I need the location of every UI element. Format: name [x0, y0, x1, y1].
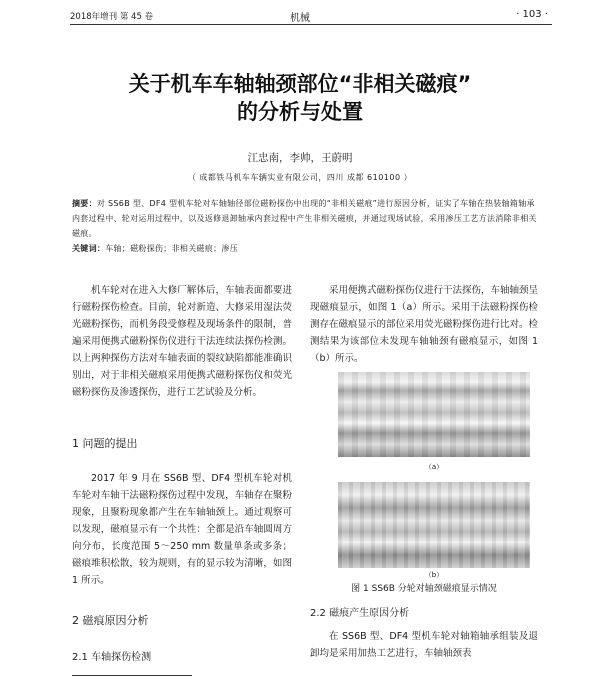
keywords-label: 关键词： — [72, 244, 106, 253]
affiliation: （ 成都铁马机车车辆实业有限公司，四川 成都 610100 ） — [187, 173, 413, 182]
section-2-1-heading: 2.1 车轴探伤检测 — [72, 652, 152, 663]
header-page-number: · 103 · — [516, 9, 548, 20]
abstract-label: 摘要： — [72, 199, 97, 208]
figure-1b-photo — [338, 482, 530, 568]
header-issue: 2018年增刊 第 45 卷 — [70, 12, 154, 22]
figure-1-caption: 图 1 SS6B 分轮对轴颈磁痕显示情况 — [351, 584, 497, 594]
figure-1a-label: （a） — [424, 463, 444, 471]
figure-1b-label: （b） — [424, 571, 444, 579]
title-line-1: 关于机车车轴轴颈部位“非相关磁痕” — [128, 72, 472, 96]
abstract — [72, 196, 542, 241]
right-paragraph-2: 在 SS6B 型、DF4 型机车轮对轴箱轴承组装及退卸均是采用加热工艺进行，车轴轴颈表 — [310, 631, 538, 659]
section-1-heading: 1 问题的提出 — [72, 437, 138, 450]
figure-1a-photo — [338, 372, 530, 457]
intro-paragraph: 机车轮对在进入大修厂解体后，车轴表面都要进行磁粉探伤检查。目前，轮对新造、大修采用湿法荧光磁粉探伤，而机务段受修程及现场条件的限制，普遍采用便携式磁粉探伤仪进行干法连续法探伤检测。以上两种探伤方法对车轴表面的裂纹缺陷都能准确识别出，对于非相关磁痕采用便携式磁粉探伤仪和荧光磁粉探伤及渗透探伤，进行工艺试验及分析。 — [72, 285, 292, 398]
authors: 江忠南，李帅，王蔚明 — [247, 152, 353, 164]
section-2-2-heading: 2.2 磁痕产生原因分析 — [310, 608, 410, 619]
footnote-rule — [72, 675, 192, 676]
header-rule — [70, 24, 552, 25]
section-2-heading: 2 磁痕原因分析 — [72, 614, 149, 627]
right-paragraph-1: 采用便携式磁粉探伤仪进行干法探伤，车轴轴颈呈现磁痕显示，如图 1（a）所示。采用干法磁粉探伤检测存在磁痕显示的部位采用荧光磁粉探伤进行比对。检测结果为该部位未发现车轴轴颈有磁痕显示，如图 1（b）所示。 — [310, 285, 539, 364]
title-line-2: 的分析与处置 — [237, 100, 363, 124]
section-1-paragraph: 2017 年 9 月在 SS6B 型、DF4 型机车轮对机车轮对车轴干法磁粉探伤过程中发现，车轴存在聚粉现象，且聚粉现象都产生在车轴轴颈上。通过观察可以发现，磁痕显示有一个共性：全都是沿车轴圆周方向分布，长度范围 5～250 mm 数量单条或多条；磁痕堆积松散，较为规则，有的显示较为清晰，如图 1 所示。 — [72, 473, 292, 586]
keywords — [72, 243, 542, 254]
header-journal: 机械 — [290, 13, 310, 24]
keywords-text: 车轴；磁粉探伤；非相关磁痕；渗压 — [105, 244, 239, 253]
abstract-text: 对 SS6B 型、DF4 型机车轮对车轴轴径部位磁粉探伤中出现的“非相关磁痕”进行原因分析，证实了车轴在热装轴箱轴承内套过程中、轮对运用过程中，以及返修退卸轴承内套过程中产生非相关磁痕，并通过现场试验，采用渗压工艺方法消除非相关磁痕。 — [72, 199, 537, 238]
